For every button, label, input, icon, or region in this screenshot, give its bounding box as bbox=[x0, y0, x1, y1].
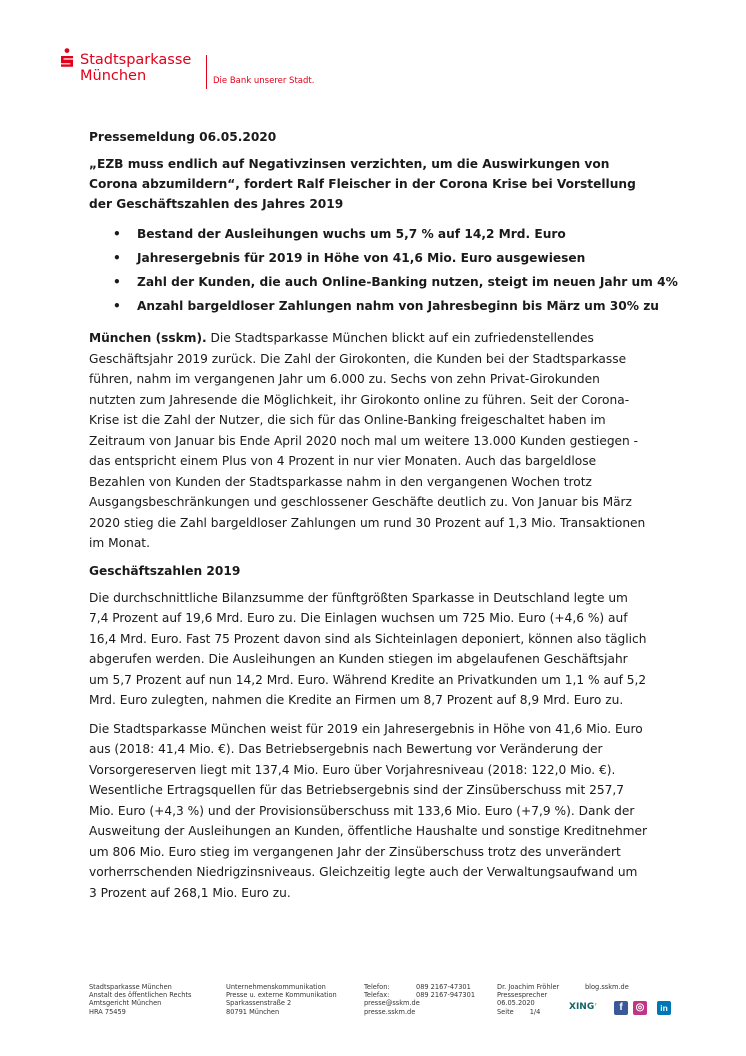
page-number: 1/4 bbox=[529, 1007, 541, 1016]
instagram-icon[interactable] bbox=[633, 1001, 647, 1015]
press-headline: „EZB muss endlich auf Negativzinsen verzichten, um die Auswirkungen von Corona abzumildern“, fordert Ralf Fleischer in der Corona Krise bei Vorstellung der Geschäftszahlen des Jahres 2019 bbox=[89, 157, 636, 211]
footer-phone: 089 2167-47301 bbox=[416, 983, 471, 991]
xing-label: XING bbox=[569, 1002, 595, 1012]
footer-contact-values bbox=[416, 983, 475, 999]
page-footer bbox=[89, 983, 679, 1027]
key-facts-list bbox=[89, 222, 678, 318]
xing-icon[interactable] bbox=[569, 1003, 597, 1011]
brand-line-1: Stadtsparkasse bbox=[80, 52, 192, 68]
facebook-icon[interactable] bbox=[614, 1001, 628, 1015]
instagram-glyph: ◎ bbox=[635, 1002, 645, 1013]
brand-line-2: München bbox=[80, 68, 147, 84]
press-release-body bbox=[89, 128, 678, 911]
footer-contact-labels bbox=[364, 983, 420, 1016]
key-fact-item: • Jahresergebnis für 2019 in Höhe von 41,6 Mio. Euro ausgewiesen bbox=[137, 246, 669, 270]
footer-text: Stadtsparkasse München bbox=[89, 983, 172, 991]
intro-text: Die Stadtsparkasse München blickt auf ein zufriedenstellendes Geschäftsjahr 2019 zurück. Die Zahl der Girokonten, die Kunden bei der Stadtsparkasse führen, nahm im vergangenen Jahr um 6.000 zu. Sechs von zehn Privat-Girokunden nutzten zum Jahresende die Möglichkeit, ihr Girokonto online zu führen. Seit der Corona-Krise ist die Zahl der Nutzer, die sich für das Online-Banking freigeschaltet haben im Zeitraum von Januar bis Ende April 2020 noch mal um weitere 13.000 Kunden gestiegen - das entspricht einem Plus von 4 Prozent in nur vier Monaten. Auch das bargeldlose Bezahlen von Kunden der Stadtsparkasse nahm in den vergangenen Wochen trotz Ausgangsbeschränkungen und geschlossener Geschäfte deutlich zu. Von Januar bis März 2020 stieg die Zahl bargeldloser Zahlungen um rund 30 Prozent auf 1,3 Mio. Transaktionen im Monat. bbox=[89, 331, 646, 550]
results-paragraph: Die Stadtsparkasse München weist für 2019 ein Jahresergebnis in Höhe von 41,6 Mio. Euro aus (2018: 41,4 Mio. €). Das Betriebsergebnis nach Bewertung vor Veränderung der Vorsorgereserven liegt mit 137,4 Mio. Euro über Vorjahresniveau (2018: 122,0 Mio. €). Wesentliche Ertragsquellen für das Betriebsergebnis sind der Zinsüberschuss mit 257,7 Mio. Euro (+4,3 %) und der Provisionsüberschuss mit 133,6 Mio. Euro (+7,9 %). Dank der Ausweitung der Ausleihungen an Kunden, öffentliche Haushalte und sonstige Kreditnehmer um 806 Mio. Euro stieg im vergangenen Jahr der Zinsüberschuss trotz des unverändert vorherrschenden Niedrigzinsniveaus. Gleichzeitig legte auch der Verwaltungsaufwand um 3 Prozent auf 268,1 Mio. Euro zu. bbox=[89, 721, 648, 900]
key-fact-item: • Bestand der Ausleihungen wuchs um 5,7 % auf 14,2 Mrd. Euro bbox=[137, 222, 669, 246]
footer-text: 80791 München bbox=[226, 1007, 280, 1016]
footer-text: Pressesprecher bbox=[497, 991, 548, 1000]
footer-text: Telefon: bbox=[364, 983, 390, 991]
footer-department bbox=[226, 983, 337, 1016]
footer-text: Presse u. externe Kommunikation bbox=[226, 991, 337, 1000]
key-fact-item: • Zahl der Kunden, die auch Online-Banking nutzen, steigt im neuen Jahr um 4% bbox=[137, 270, 669, 294]
footer-text: Anstalt des öffentlichen Rechts bbox=[89, 991, 192, 1000]
linkedin-glyph: in bbox=[660, 1003, 668, 1013]
facebook-glyph: f bbox=[619, 1002, 623, 1013]
footer-text: Telefax: bbox=[364, 991, 390, 1000]
footer-email-link[interactable]: presse@sskm.de bbox=[364, 999, 420, 1008]
linkedin-icon[interactable] bbox=[657, 1001, 671, 1015]
footer-blog-link[interactable]: blog.sskm.de bbox=[585, 983, 629, 991]
footer-text: Unternehmenskommunikation bbox=[226, 983, 326, 991]
brand-name bbox=[80, 52, 191, 84]
footer-text: Sparkassenstraße 2 bbox=[226, 999, 292, 1008]
footer-text: HRA 75459 bbox=[89, 1007, 126, 1016]
intro-paragraph bbox=[89, 328, 649, 554]
footer-text: Seite bbox=[497, 1007, 514, 1016]
footer-spokesperson bbox=[497, 983, 559, 1016]
dateline-lead: München (sskm). bbox=[89, 331, 207, 345]
footer-company bbox=[89, 983, 191, 1016]
footer-web-link[interactable]: presse.sskm.de bbox=[364, 1007, 416, 1016]
footer-text: 06.05.2020 bbox=[497, 999, 535, 1008]
sparkasse-s-icon bbox=[60, 48, 74, 68]
xing-mark: ʼ bbox=[594, 1002, 598, 1011]
footer-text: Amtsgericht München bbox=[89, 999, 162, 1008]
figures-paragraph: Die durchschnittliche Bilanzsumme der fünftgrößten Sparkasse in Deutschland legte um 7,4 Prozent auf 19,6 Mrd. Euro zu. Die Einlagen wuchsen um 725 Mio. Euro (+4,6 %) auf 16,4 Mrd. Euro. Fast 75 Prozent davon sind als Sichteinlagen deponiert, können also täglich abgerufen werden. Die Ausleihungen an Kunden stiegen im abgelaufenen Geschäftsjahr um 5,7 Prozent auf nun 14,2 Mrd. Euro. Während Kredite an Privatkunden um 1,1 % auf 5,2 Mrd. Euro zulegten, nahmen die Kredite an Firmen um 8,7 Prozent auf 8,9 Mrd. Euro zu. bbox=[89, 590, 647, 707]
logo-divider bbox=[206, 55, 207, 89]
press-date: Pressemeldung 06.05.2020 bbox=[89, 130, 277, 144]
section-heading: Geschäftszahlen 2019 bbox=[89, 563, 241, 578]
key-fact-item: • Anzahl bargeldloser Zahlungen nahm von Jahresbeginn bis März um 30% zu bbox=[137, 294, 669, 318]
footer-page-row bbox=[497, 1008, 559, 1016]
footer-text: Dr. Joachim Fröhler bbox=[497, 983, 560, 991]
brand-tagline: Die Bank unserer Stadt. bbox=[213, 76, 315, 86]
footer-fax: 089 2167-947301 bbox=[416, 991, 476, 1000]
